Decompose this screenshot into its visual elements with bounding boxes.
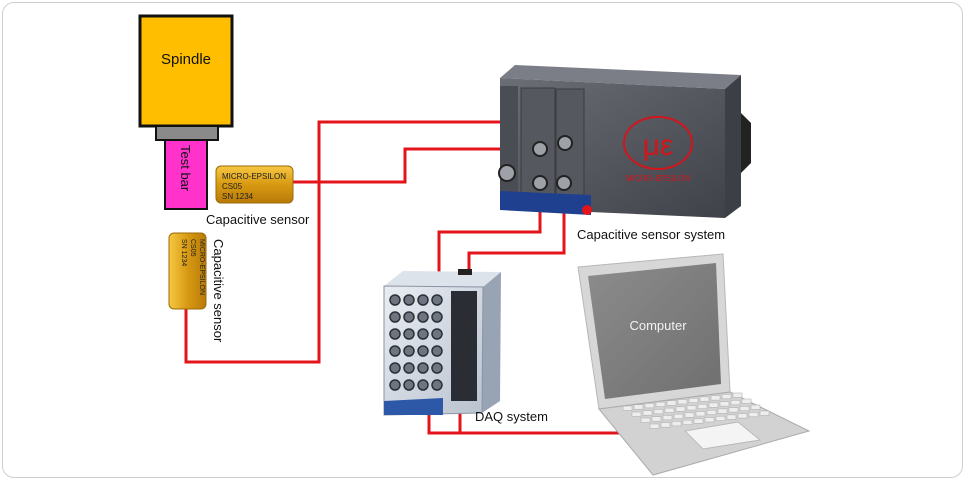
laptop-key [709, 403, 718, 408]
daq-bnc-port [404, 380, 414, 390]
laptop-key [645, 403, 654, 408]
housing-side [725, 75, 741, 218]
laptop-key [672, 421, 681, 426]
laptop-key [722, 394, 731, 399]
daq-bnc-port [404, 363, 414, 373]
power-led [582, 205, 592, 215]
laptop-key [731, 400, 740, 405]
laptop-key [696, 412, 705, 417]
laptop-key [643, 411, 652, 416]
laptop-key [760, 411, 769, 416]
laptop-key [733, 393, 742, 398]
daq-bnc-port [390, 363, 400, 373]
test-bar [165, 140, 207, 209]
connector-2 [558, 136, 572, 150]
daq-top [384, 271, 501, 287]
sensor-2-tag-line2: CS05 [189, 239, 196, 257]
laptop-key [689, 398, 698, 403]
laptop-key [727, 415, 736, 420]
laptop-key [685, 413, 694, 418]
laptop-key [634, 405, 643, 410]
laptop-key [720, 402, 729, 407]
laptop-key [740, 406, 749, 411]
logo-brand: MICRO-EPSILON [625, 174, 691, 183]
daq-bnc-port [418, 346, 428, 356]
daq-bnc-port [418, 329, 428, 339]
daq-bnc-port [418, 363, 428, 373]
connector-5 [499, 165, 515, 181]
spindle-body [140, 16, 232, 126]
daq-terminal-block [451, 291, 477, 401]
laptop-key [654, 409, 663, 414]
laptop-key [683, 420, 692, 425]
spindle [140, 16, 232, 126]
diagram-frame [2, 2, 963, 478]
laptop-key [676, 407, 685, 412]
laptop-key [661, 423, 670, 428]
laptop-key [652, 417, 661, 422]
connector-3 [533, 176, 547, 190]
daq-bnc-port [418, 295, 428, 305]
capacitive-sensor-system-label: Capacitive sensor system [577, 227, 726, 242]
laptop-key [623, 406, 632, 411]
laptop-key [632, 412, 641, 417]
laptop-key [751, 405, 760, 410]
sensor-1-tag-line2: CS05 [222, 182, 243, 191]
capacitive-sensor-2-label: Capacitive sensor [211, 239, 226, 343]
laptop-key [663, 415, 672, 420]
laptop-key [716, 416, 725, 421]
laptop-key [711, 396, 720, 401]
daq-bnc-port [390, 380, 400, 390]
daq-bnc-port [404, 346, 414, 356]
daq-bnc-port [432, 312, 442, 322]
connector-1 [533, 142, 547, 156]
capacitive-sensor-system [499, 65, 751, 218]
laptop-key [678, 400, 687, 405]
daq-bnc-port [404, 312, 414, 322]
daq-bnc-port [432, 329, 442, 339]
laptop-key [650, 424, 659, 429]
daq-bnc-port [432, 380, 442, 390]
daq-bnc-port [390, 295, 400, 305]
capacitive-sensor-2 [169, 233, 206, 309]
daq-bnc-port [418, 380, 428, 390]
computer-label: Computer [629, 318, 687, 333]
tool-holder [156, 126, 218, 140]
blue-base-strip [500, 191, 591, 215]
daq-bnc-port [432, 346, 442, 356]
laptop-key [665, 408, 674, 413]
setup-diagram [3, 3, 962, 477]
laptop-key [705, 418, 714, 423]
laptop-key [707, 410, 716, 415]
capacitive-sensor-1-label: Capacitive sensor [206, 212, 310, 227]
laptop-key [667, 401, 676, 406]
laptop-key [718, 409, 727, 414]
housing-handle [741, 113, 751, 173]
test-bar-label: Test bar [178, 145, 193, 192]
laptop-key [700, 397, 709, 402]
laptop-key [749, 412, 758, 417]
connector-4 [557, 176, 571, 190]
daq-bnc-port [404, 329, 414, 339]
daq-system [384, 269, 501, 415]
logo-symbol: με [642, 129, 674, 162]
computer [578, 254, 809, 475]
laptop-key [738, 414, 747, 419]
sensor-2-tag-line1: MICRO-EPSILON [198, 239, 205, 296]
daq-usb-port [458, 269, 472, 275]
sensor-1-tag-line1: MICRO-EPSILON [222, 172, 287, 181]
laptop-key [687, 406, 696, 411]
daq-bnc-port [390, 312, 400, 322]
capacitive-sensor-1 [216, 166, 293, 203]
daq-bnc-port [432, 363, 442, 373]
laptop-key [674, 414, 683, 419]
laptop-key [742, 399, 751, 404]
daq-bnc-port [418, 312, 428, 322]
daq-bnc-port [432, 295, 442, 305]
daq-bnc-port [404, 295, 414, 305]
laptop-key [694, 419, 703, 424]
sensor-1-tag-line3: SN 1234 [222, 192, 254, 201]
laptop-key [656, 402, 665, 407]
daq-side [482, 272, 501, 413]
laptop-key [641, 418, 650, 423]
laptop-key [729, 408, 738, 413]
sensor-2-tag-line3: SN 1234 [180, 239, 187, 267]
laptop-key [698, 404, 707, 409]
spindle-label: Spindle [160, 51, 212, 68]
daq-bnc-port [390, 329, 400, 339]
daq-bnc-port [390, 346, 400, 356]
daq-system-label: DAQ system [475, 409, 548, 424]
